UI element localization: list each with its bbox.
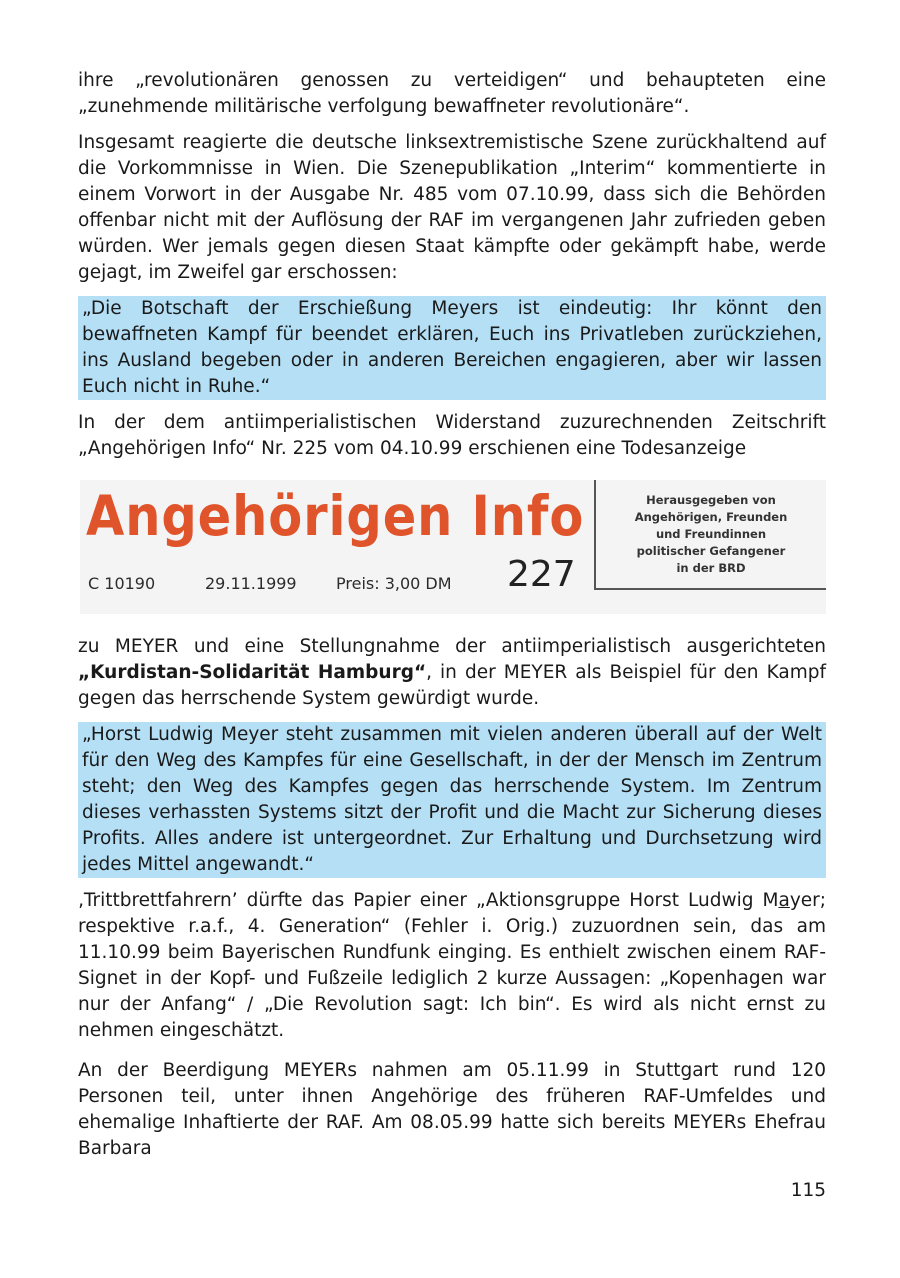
masthead-publisher-box	[594, 480, 826, 590]
paragraph-4-text-end: , in der MEYER als Beispiel für den Kampf gegen das herrschende System gewürdigt wurde.	[78, 662, 826, 709]
paragraph-6: An der Beerdigung MEYERs nahmen am 05.11.99 in Stuttgart rund 120 Personen teil, unter ihnen Angehörige des früheren RAF-Umfeldes und ehemalige Inhaftierte der RAF. Am 08.05.99 hatte sich bereits MEYERs Ehefrau Barbara	[78, 1060, 826, 1159]
publisher-line: politischer Gefangener	[636, 543, 786, 558]
paragraph-5	[78, 888, 826, 1044]
masthead-price: Preis: 3,00 DM	[336, 574, 452, 593]
underlined-error-letter: a	[778, 890, 790, 911]
paragraph-4-text: zu MEYER und eine Stellungnahme der antiimperialistisch ausgerichteten	[78, 636, 826, 657]
masthead-issue-number: 227	[507, 554, 576, 595]
kurdistan-solidaritaet-name: „Kurdistan-Solidarität Hamburg“	[78, 662, 427, 683]
page-number: 115	[790, 1180, 826, 1201]
quote-kurdistan: „Horst Ludwig Meyer steht zusammen mit vielen anderen überall auf der Welt für den Weg des Kampfes für eine Gesellschaft, in der der Mensch im Zentrum steht; den Weg des Kampfes gegen das herrschende System. Im Zentrum dieses verhassten Systems sitzt der Profit und die Macht zur Sicherung dieses Profits. Alles andere ist untergeordnet. Zur Erhaltung und Durchsetzung wird jedes Mittel angewandt.“	[78, 722, 826, 878]
publisher-line: Herausgegeben von	[646, 492, 776, 507]
paragraph-5-text-end: yer; respektive r.a.f., 4. Generation“ (Fehler i. Orig.) zuzuordnen sein, das am 11.10.99 beim Bayerischen Rundfunk einging. Es enthielt zwischen einem RAF-Signet in der Kopf- und Fußzeile lediglich 2 kurze Aussagen: „Kopenhagen war nur der Anfang“ / „Die Revolution sagt: Ich bin“. Es wird als nicht ernst zu nehmen eingeschätzt.	[78, 890, 826, 1041]
paragraph-2: Insgesamt reagierte die deutsche linksextremistische Szene zurückhaltend auf die Vorkommnisse in Wien. Die Szenepublikation „Interim“ kommentierte in einem Vorwort in der Ausgabe Nr. 485 vom 07.10.99, dass sich die Behörden offenbar nicht mit der Auflösung der RAF im vergangenen Jahr zufrieden geben würden. Wer jemals gegen diesen Staat kämpfte oder gekämpft habe, werde gejagt, im Zweifel gar erschossen:	[78, 132, 826, 283]
masthead-title: Angehörigen Info	[86, 484, 585, 548]
publisher-line: und Freundinnen	[655, 526, 767, 541]
paragraph-1: ihre „revolutionären genossen zu verteidigen“ und behaupteten eine „zunehmende militärische verfolgung bewaffneter revolutionäre“.	[78, 70, 826, 117]
paragraph-3: In der dem antiimperialistischen Widerstand zuzurechnenden Zeitschrift „Angehörigen Info“ Nr. 225 vom 04.10.99 erschienen eine Todesanzeige	[78, 412, 826, 459]
publisher-line: in der BRD	[676, 560, 746, 575]
angehoerigen-info-masthead-image	[80, 480, 826, 614]
quote-interim: „Die Botschaft der Erschießung Meyers ist eindeutig: Ihr könnt den bewaffneten Kampf für beendet erklären, Euch ins Privatleben zurückziehen, ins Ausland begeben oder in anderen Bereichen engagieren, aber wir lassen Euch nicht in Ruhe.“	[78, 296, 826, 400]
paragraph-5-text: ‚Trittbrettfahrern’ dürfte das Papier einer „Aktionsgruppe Horst Ludwig M	[78, 890, 779, 911]
publisher-line: Angehörigen, Freunden	[634, 509, 788, 524]
document-body	[78, 68, 826, 1172]
masthead-code: C 10190	[88, 574, 156, 593]
paragraph-4	[78, 634, 826, 712]
masthead-date: 29.11.1999	[205, 574, 297, 593]
